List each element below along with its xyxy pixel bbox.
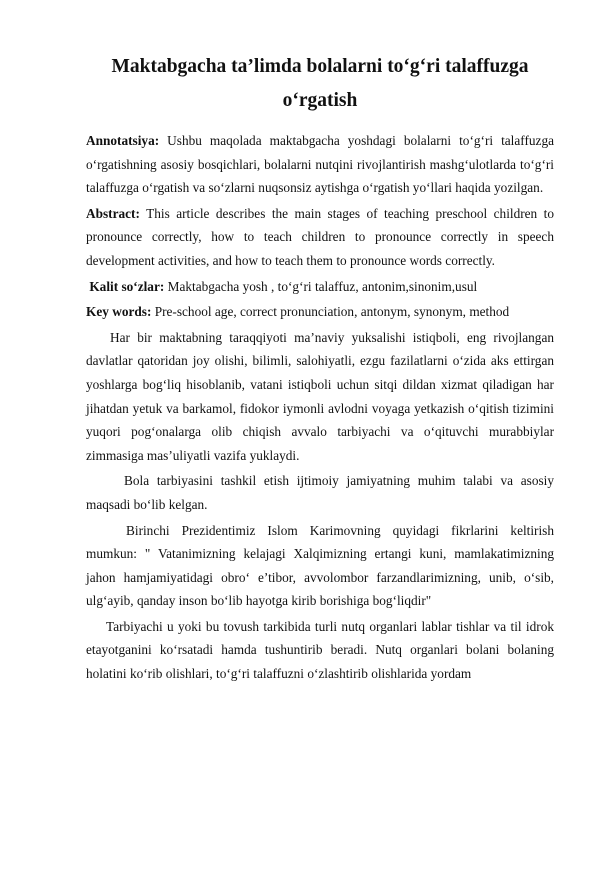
kalit-sozlar-text: Maktabgacha yosh , to‘g‘ri talaffuz, antonim,sinonim,usul	[167, 278, 478, 294]
abstract-text: This article describes the main stages of teaching preschool children to pronounce correctly, how to teach children to pronounce correctly in speech development activities, and how to teach them to pronounce words correctly.	[86, 205, 554, 268]
body-paragraph: Bola tarbiyasini tashkil etish ijtimoiy jamiyatning muhim talabi va asosiy maqsadi bo‘lib kelgan.	[86, 473, 554, 512]
body-paragraph: Har bir maktabning taraqqiyoti ma’naviy yuksalishi istiqboli, eng rivojlangan davlatlar qatoridan joy olishi, bilimli, salohiyatli, ezgu fazilatlarni o‘zida aks ettirgan yoshlarga bog‘liq hisoblanib, vatani istiqboli uchun sitqi dildan xizmat qiladigan har jihatdan yetuk va barkamol, fidokor iymonli avlodni voyaga yetkazish o‘qitish tizimini yuqori pog‘onalarga olib chiqish avvalo tarbiyachi va o‘qituvchi murabbiylar zimmasiga mas’uliyatli vazifa yuklaydi.	[86, 329, 554, 463]
abstract-label: Abstract:	[86, 205, 140, 221]
abstract-paragraph	[86, 202, 554, 273]
kalit-sozlar-line	[86, 275, 554, 299]
paper-title: Maktabgacha ta’limda bolalarni to‘g‘ri talaffuzga o‘rgatish	[111, 56, 529, 111]
body-paragraph: Birinchi Prezidentimiz Islom Karimovning quyidagi fikrlarini keltirish mumkun: " Vatanimizning kelajagi Xalqimizning ertangi kuni, mamlakatimizning jahon hamjamiyatidagi obro‘ e’tibor, avvolombor farzandlarimizning, unib, o‘sib, ulg‘ayib, qanday inson bo‘lib hayotga kirib borishiga bog‘liqdir"	[86, 522, 554, 609]
keywords-label: Key words:	[86, 304, 152, 320]
document-page	[0, 50, 596, 892]
annotation-label: Annotatsiya:	[86, 133, 160, 148]
annotation-paragraph	[86, 129, 554, 200]
kalit-sozlar-label: Kalit so‘zlar:	[89, 278, 165, 294]
keywords-line	[86, 300, 554, 324]
body-paragraph: Tarbiyachi u yoki bu tovush tarkibida turli nutq organlari lablar tishlar va til idrok etayotganini ko‘rsatadi hamda tushuntirib beradi. Nutq organlari bolani bolaning holatini ko‘rib olishlari, to‘g‘ri talaffuzni o‘zlashtirib olishlarida yordam	[86, 618, 554, 682]
keywords-text: Pre-school age, correct pronunciation, antonym, synonym, method	[154, 304, 510, 320]
annotation-text: Ushbu maqolada maktabgacha yoshdagi bolalarni to‘g‘ri talaffuzga o‘rgatishning asosiy bosqichlari, bolalarni nutqini rivojlantirish mashg‘ulotlarda to‘g‘ri talaffuzga o‘rgatish va so‘zlarni nuqsonsiz aytishga o‘rgatish yo‘llari haqida yozilgan.	[86, 133, 554, 196]
